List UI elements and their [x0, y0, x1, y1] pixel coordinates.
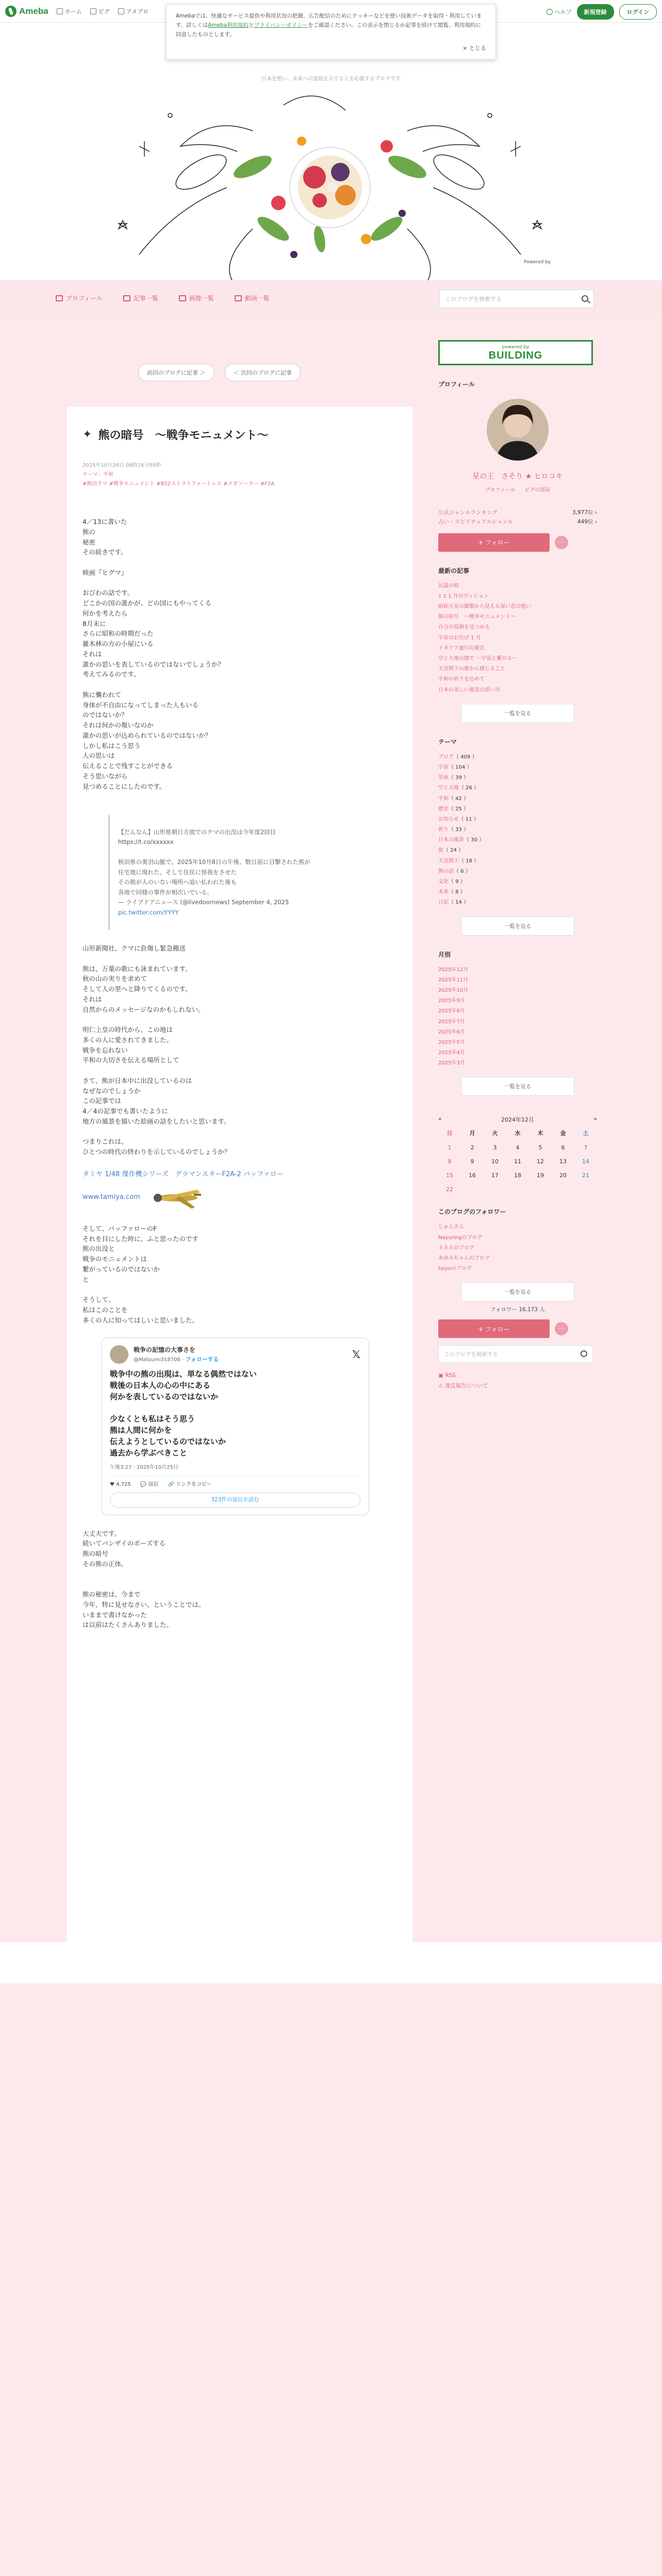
tweet-actions	[110, 1476, 360, 1489]
building-logo: BUILDING	[488, 350, 543, 361]
theme-item[interactable]: 空と大地（ 26 ）	[438, 785, 479, 791]
theme-item[interactable]: 天皇陛下（ 18 ）	[438, 858, 479, 864]
ameba-logo[interactable]	[5, 6, 48, 17]
theme-item[interactable]: 未来（ 8 ）	[438, 889, 466, 895]
nav-videos[interactable]: 動画一覧	[235, 294, 270, 302]
tweet-author	[134, 1345, 219, 1364]
quote-link[interactable]: pic.twitter.com/YYYY	[118, 908, 179, 916]
article-title-row	[82, 427, 397, 443]
recent-item[interactable]: イタリア旅行の報告	[438, 645, 485, 651]
ranking-row[interactable]: 公式ジャンルランキング 3,977位 ›	[438, 510, 597, 516]
rss-link[interactable]: ▣ RSS	[438, 1372, 456, 1379]
prev-article-button[interactable]: 前回のブログに記事 ＞	[138, 364, 214, 381]
profile-heading: プロフィール	[438, 381, 475, 388]
nav-pigg[interactable]: ピグ	[90, 7, 110, 15]
building-banner[interactable]	[438, 340, 593, 365]
follow-button[interactable]: + フォロー	[438, 533, 550, 552]
archive-item[interactable]: 2025年9月	[438, 998, 465, 1004]
follower-item[interactable]: Nayuringのブログ	[438, 1234, 483, 1241]
privacy-link[interactable]: プライバシーポリシー	[254, 22, 308, 28]
recent-item[interactable]: 天皇陛下の歌から感じること	[438, 666, 505, 672]
archive-item[interactable]: 2025年12月	[438, 967, 469, 973]
tweet-header	[110, 1345, 360, 1364]
rss-icon: ▣	[438, 1372, 445, 1379]
notice-text-3: をご確認ください。この表示を閉じるか記事を続けて閲覧、利用規約に同意したものとします。	[176, 22, 482, 38]
product-link[interactable]: タミヤ 1/48 傑作機シリーズ グラマンスターF2A-2 バッファロー	[82, 1170, 284, 1178]
profile-card	[438, 399, 597, 493]
calendar-date[interactable]: 21	[582, 1172, 589, 1179]
calendar-date[interactable]: 20	[559, 1172, 567, 1179]
followers-heading: このブログのフォロワー	[438, 1208, 506, 1216]
calendar-day-header: 日	[446, 1130, 453, 1137]
blog-search-input[interactable]	[439, 290, 594, 308]
calendar-date[interactable]: 4	[516, 1144, 520, 1151]
recent-item[interactable]: 日本の美しい風景の思い出	[438, 687, 500, 693]
archive-item[interactable]: 2025年8月	[438, 1008, 465, 1014]
blog-search-placeholder: このブログを検索する	[445, 296, 502, 302]
calendar-day-header: 金	[560, 1130, 566, 1137]
calendar-date[interactable]: 14	[582, 1158, 589, 1165]
quote-text: 【だんなん】山形県朝日方面でのクマの出没は今年度2回目 https://t.co/xxxxxx 秋田県の奥羽山脈で、2025年10月8日の午後、数日前に目撃された熊が 住宅地に現れた。そして住民に怪我をさせた その熊が人のいない場所へ追い払われた後も 各地で同様の事件が相次いでいる。 — ライブドアニュース (@livedoornews) September 4, 2025	[118, 828, 310, 906]
archive-item[interactable]: 2025年7月	[438, 1019, 465, 1025]
tweet-avatar[interactable]	[110, 1345, 128, 1364]
calendar-date[interactable]: 15	[446, 1172, 453, 1179]
theme-item[interactable]: 祈り（ 33 ）	[438, 827, 469, 833]
profile-link[interactable]: プロフィール	[485, 487, 516, 493]
sidebar	[438, 340, 597, 1392]
ranking-block	[438, 509, 597, 527]
theme-more-button[interactable]: 一覧を見る	[461, 917, 574, 936]
nav-ameblo[interactable]: アメブロ	[118, 7, 148, 15]
calendar-date[interactable]: 18	[514, 1172, 521, 1179]
calendar-date[interactable]: 11	[514, 1158, 521, 1165]
article-pager	[138, 364, 301, 381]
theme-item[interactable]: お知らせ（ 11 ）	[438, 816, 479, 822]
theme-heading: テーマ	[438, 738, 457, 745]
calendar	[438, 1115, 597, 1193]
global-nav	[57, 7, 148, 15]
article-body-1: 4／13に書いた 熊の 秘密 その続きです。 映画『ヒグマ』 おびわの話です。 どこかの国の誰かが、どの国にもやってくる 何かを考えたら 8月末に さらに昭和の時期だった 雑木林の方の小屋にいる それは 誰かの思いを表しているのではないでしょうか？ 考えてみるのです。 熊に襲われて 身体が不自由になってしまった人もいる のではないか？ それは何かの報いなのか 誰かの思いが込められているのではないか？ しかし私はこう思う 人の思いは 伝えることで残すことができる そう思いながら 見つめることにしたのです。	[82, 518, 225, 790]
calendar-day-header: 水	[515, 1130, 521, 1137]
recent-item[interactable]: 平和の祈りを込めて	[438, 676, 485, 683]
calendar-date[interactable]: 22	[446, 1186, 453, 1193]
plane-model-image[interactable]	[148, 1180, 205, 1214]
notice-text-1: Amebaでは、快適なサービス提供や利用状況の把握、広告配信のためにクッキーなどを使い技術データを取得・利用しています。詳しくは	[176, 13, 482, 28]
theme-item[interactable]: 旅（ 24 ）	[438, 848, 464, 854]
follower-item[interactable]: あゆみちゃんのブログ	[438, 1256, 490, 1261]
terms-link[interactable]: Ameba利用規約	[208, 22, 249, 28]
header-actions	[547, 4, 657, 20]
profile-links	[438, 485, 597, 493]
article-theme[interactable]: テーマ：平和	[82, 472, 113, 478]
calendar-grid	[438, 1129, 597, 1193]
archive-item[interactable]: 2025年3月	[438, 1060, 465, 1066]
article-date: 2025年10月26日 08時16分55秒	[82, 463, 161, 468]
tweet-date[interactable]: 午後3:27 · 2025年10月25日	[110, 1465, 178, 1471]
article-body-3: そして、バッファローのF それを目にした時に、ふと思ったのです 熊の出没と 戦争のモニュメントは 繋がっているのではないか と そうして、 私はこのことを 多くの人に知ってほしいと思いました。	[82, 1224, 199, 1324]
tweet-reply-button[interactable]: 💬 返信	[140, 1481, 159, 1487]
more-options-button[interactable]: ···	[555, 536, 568, 549]
logo-text: Ameba	[19, 6, 48, 16]
article-meta	[82, 461, 397, 489]
recent-item[interactable]: 熊の暗号 〜戦争モニュメント〜	[438, 614, 516, 620]
calendar-date[interactable]: 7	[584, 1144, 588, 1151]
calendar-date[interactable]: 1	[448, 1144, 452, 1151]
follower-item[interactable]: taiyoのブログ	[438, 1266, 472, 1272]
nav-images[interactable]: 画像一覧	[179, 294, 214, 302]
pigg-icon	[90, 8, 96, 14]
tweet-text: 戦争中の熊の出現は、単なる偶然ではない 戦後の日本人の心の中にある 何かを表しているのではないか 少なくとも私はそう思う 熊は人間に何かを 伝えようとしているのではないか 過去から学ぶべきこと	[110, 1369, 257, 1458]
calendar-date[interactable]: 6	[561, 1144, 565, 1151]
search-icon[interactable]	[581, 1350, 587, 1357]
notice-text-2: と	[249, 22, 254, 28]
nav-home[interactable]: ホーム	[57, 7, 82, 15]
theme-item[interactable]: 星座（ 39 ）	[438, 775, 469, 781]
calendar-date[interactable]: 17	[491, 1172, 499, 1179]
recent-item[interactable]: 自分の役割を見つめる	[438, 624, 490, 631]
profile-avatar[interactable]	[487, 399, 549, 461]
article	[67, 407, 412, 1942]
blog-nav-links	[56, 294, 270, 302]
more-options-button-bottom[interactable]: ···	[555, 1322, 568, 1335]
article-hashtags[interactable]: #秋田クマ #戦争モニュメント #B52ストラトフォートレス #メガソーラー #F2A	[82, 481, 275, 487]
powered-by-label: powered by	[502, 345, 529, 350]
heart-icon: ♥	[110, 1481, 117, 1487]
calendar-nav	[438, 1115, 597, 1124]
archive-heading: 月別	[438, 951, 451, 958]
sidebar-search-input[interactable]	[438, 1345, 593, 1363]
sidebar-search-placeholder: このブログを検索する	[444, 1351, 498, 1358]
recent-item[interactable]: 民謡の唄	[438, 583, 459, 589]
blog-header	[0, 23, 662, 280]
tweet-copy-button[interactable]: 🔗 リンクをコピー	[168, 1481, 212, 1487]
theme-item[interactable]: ブログ（ 409 ）	[438, 754, 477, 760]
calendar-prev-button[interactable]: «	[438, 1115, 442, 1123]
calendar-day-header: 月	[469, 1130, 475, 1137]
product-row	[82, 1180, 397, 1214]
page-divider	[0, 1942, 662, 1984]
theme-item[interactable]: 宇宙（ 104 ）	[438, 764, 472, 770]
tweet-read-replies[interactable]: 323件の返信を読む	[110, 1493, 360, 1507]
followers-list	[438, 1222, 597, 1274]
theme-item[interactable]: 日本の風景（ 30 ）	[438, 837, 485, 843]
archive-item[interactable]: 2025年4月	[438, 1050, 465, 1056]
camera-icon	[179, 295, 186, 301]
link-icon: 🔗	[168, 1481, 176, 1487]
calendar-date[interactable]: 19	[537, 1172, 544, 1179]
header-illustration	[98, 84, 562, 280]
theme-item[interactable]: 平和（ 42 ）	[438, 795, 469, 802]
blog-nav	[0, 280, 662, 317]
warning-icon: ⚠	[438, 1383, 445, 1389]
cookie-notice	[166, 4, 496, 60]
help-link[interactable]: ヘルプ	[547, 8, 572, 16]
recent-item[interactable]: 1 1 1 月のヴィジョン	[438, 593, 489, 599]
calendar-date[interactable]: 16	[469, 1172, 476, 1179]
tweet-name[interactable]: 戦争の記憶の大事さを	[134, 1346, 196, 1354]
home-icon	[57, 8, 63, 14]
calendar-date[interactable]: 9	[470, 1158, 474, 1165]
nav-articles[interactable]: 記事一覧	[123, 294, 158, 302]
recent-item[interactable]: 昭和天皇の御製から見える深い恋の想い	[438, 604, 531, 610]
x-logo-icon[interactable]: 𝕏	[352, 1348, 360, 1361]
follower-item[interactable]: ネネネのブログ	[438, 1245, 474, 1251]
login-button[interactable]: ログイン	[619, 4, 657, 20]
archive-item[interactable]: 2025年6月	[438, 1029, 465, 1035]
calendar-date[interactable]: 13	[559, 1158, 567, 1165]
article-body-2: 山形新聞社、クマに負傷し緊急搬送 熊は、万葉の歌にも詠まれています。 秋の山の実りを求めて そして人の里へと降りてくるのです。 それは 自然からのメッセージなのかもしれない。 明仁上皇の時代から、この地は 多くの人に愛されてきました。 戦争を忘れない 平和の大切さを伝える場所として さて、熊が日本中に出没しているのは なぜなのでしょうか この記事では 4／4の記事でも書いたように 地方の風景を描いた絵画の話をしたいと思います。 つまりこれは、 ひとつの時代の終わりを示しているのでしょうか？	[82, 944, 231, 1156]
recent-item[interactable]: 空と大地の間で 〜宇宙と繋がる〜	[438, 656, 518, 662]
theme-item[interactable]: 文化（ 9 ）	[438, 879, 466, 885]
theme-list	[438, 752, 597, 908]
article-body-4: 大丈夫です。 続いてバンザイのポーズする 熊の暗号 その熊の正体。 熊の秘密は、今まで 今年、特に見せなさい、ということでは。 いままで書けなかった は以前はたくさんありました。	[82, 1529, 205, 1629]
recent-item[interactable]: 宇宙のお告げ 1 月	[438, 635, 481, 641]
calendar-next-button[interactable]: »	[593, 1115, 597, 1123]
follower-count: フォロワー 16,173 人	[490, 1307, 545, 1313]
embedded-quote	[108, 815, 397, 930]
list-icon	[123, 295, 130, 301]
archive-item[interactable]: 2025年5月	[438, 1039, 465, 1045]
follower-item[interactable]: じゅんさん	[438, 1224, 464, 1230]
recent-list	[438, 581, 597, 696]
report-link[interactable]: ⚠ 違反報告について	[438, 1383, 488, 1389]
product-block	[82, 1168, 397, 1214]
blog-subtitle: 日本を想い、未来への道筋を立てる人を応援するブログです	[261, 76, 401, 82]
tweet-follow-button[interactable]: フォローする	[185, 1355, 219, 1363]
calendar-day-header: 土	[583, 1130, 589, 1137]
calendar-date[interactable]: 12	[537, 1158, 544, 1165]
theme-item[interactable]: 日記（ 14 ）	[438, 900, 469, 906]
follow-row-bottom	[438, 1319, 597, 1338]
calendar-date[interactable]: 8	[448, 1158, 452, 1165]
calendar-date[interactable]: 5	[538, 1144, 542, 1151]
theme-item[interactable]: 熊の話（ 6 ）	[438, 868, 471, 874]
recent-more-button[interactable]: 一覧を見る	[461, 704, 574, 723]
blog-icon	[118, 8, 124, 14]
reply-icon: 💬	[140, 1481, 148, 1487]
sparkle-icon: ✦	[82, 428, 92, 441]
archive-list	[438, 965, 597, 1069]
profile-icon	[56, 295, 63, 301]
tweet-like-button[interactable]: ♥ 4,725	[110, 1481, 131, 1487]
article-title: 熊の暗号 〜戦争モニュメント〜	[98, 429, 269, 442]
shop-link[interactable]: www.tamiya.com	[82, 1193, 140, 1201]
embedded-tweet[interactable]	[101, 1337, 369, 1515]
follow-button-bottom[interactable]: + フォロー	[438, 1319, 550, 1338]
theme-item[interactable]: 歴史（ 25 ）	[438, 806, 469, 812]
pigg-room-link[interactable]: ピグの部屋	[524, 487, 551, 493]
calendar-day-header: 木	[537, 1130, 543, 1137]
photo-credit: Powered by	[524, 260, 551, 265]
notice-close-button[interactable]: × とじる	[462, 44, 486, 52]
recent-heading: 最新の記事	[438, 567, 470, 574]
archive-item[interactable]: 2025年10月	[438, 987, 469, 993]
archive-more-button[interactable]: 一覧を見る	[461, 1077, 574, 1096]
archive-item[interactable]: 2025年11月	[438, 977, 469, 983]
calendar-date[interactable]: 10	[491, 1158, 499, 1165]
nav-profile[interactable]: プロフィール	[56, 294, 103, 302]
ranking-row[interactable]: 占い・スピリチュアルジャンル 449位 ›	[438, 518, 597, 525]
search-icon[interactable]	[582, 295, 588, 302]
ameba-logo-icon	[5, 6, 16, 17]
tweet-user: @Matsumi318706 · フォローする	[134, 1355, 219, 1363]
profile-name[interactable]: 星の王 さそり ★ ヒロコキ	[472, 472, 563, 481]
help-icon	[547, 9, 553, 15]
video-icon	[235, 295, 242, 301]
calendar-day-header: 火	[492, 1130, 498, 1137]
calendar-date[interactable]: 2	[470, 1144, 474, 1151]
next-article-button[interactable]: ＜ 次回のブログに記事	[225, 364, 301, 381]
follow-row	[438, 533, 597, 552]
avatar-photo	[487, 399, 549, 461]
register-button[interactable]: 新規登録	[577, 4, 614, 20]
calendar-title: 2024年12月	[501, 1116, 534, 1124]
sidebar-footer-links	[438, 1371, 597, 1392]
calendar-date[interactable]: 3	[493, 1144, 497, 1151]
followers-more-button[interactable]: 一覧を見る	[461, 1282, 574, 1301]
